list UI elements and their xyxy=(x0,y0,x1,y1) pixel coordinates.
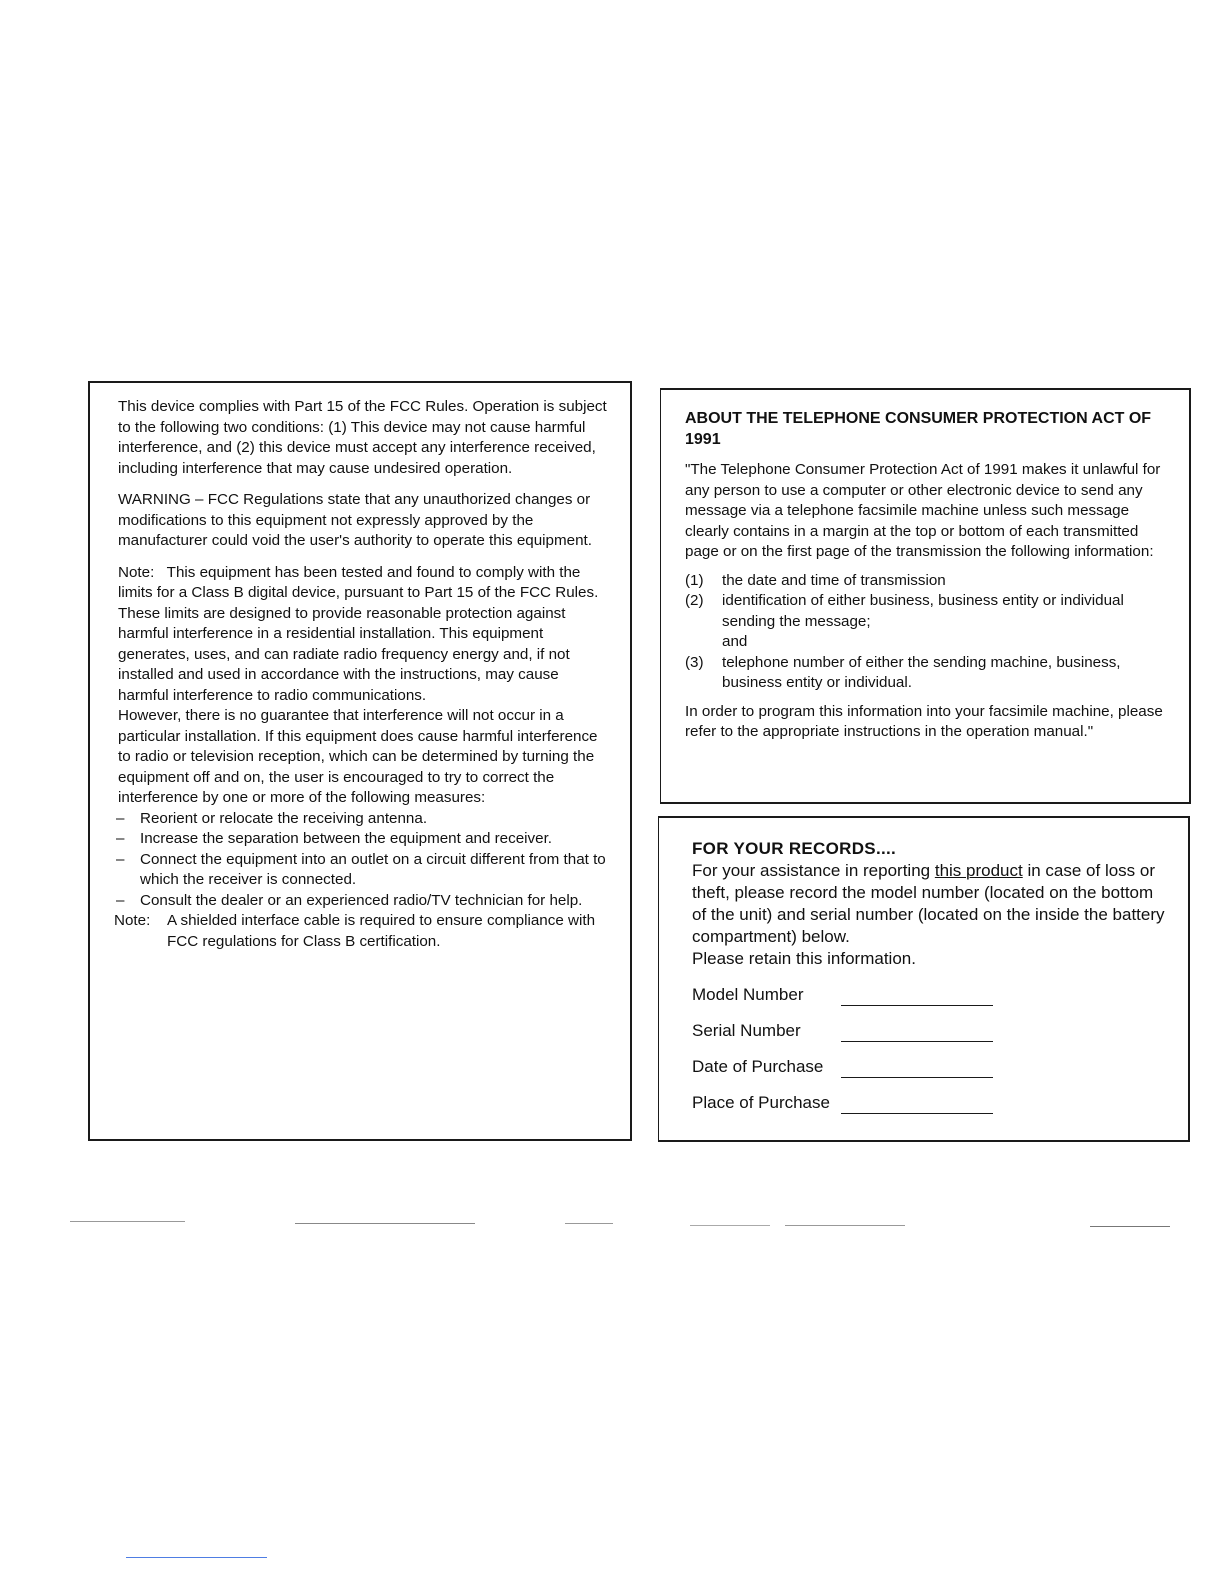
list-item xyxy=(685,653,1167,694)
list-number xyxy=(685,632,722,653)
list-number: (3) xyxy=(685,653,704,671)
scan-artifact-line xyxy=(690,1225,770,1226)
scan-artifact-line xyxy=(565,1223,613,1224)
scan-artifact-line xyxy=(70,1221,185,1222)
list-item: – Connect the equipment into an outlet on a circuit different from that to which the receiver is connected. xyxy=(118,850,610,891)
note-label: Note: xyxy=(114,912,151,929)
fcc-note-limits: Note: This equipment has been tested and found to comply with the limits for a Class B digital device, pursuant to Part 15 of the FCC Rules. xyxy=(118,563,599,601)
records-title: FOR YOUR RECORDS.... xyxy=(692,839,897,858)
fcc-warning: WARNING – FCC Regulations state that any unauthorized changes or modifications to this equipment not expressly approved by the manufacturer could void the user's authority to operate this equipment. xyxy=(118,491,592,549)
list-item xyxy=(685,632,1167,653)
place-of-purchase-field xyxy=(692,1092,1168,1114)
records-retain: Please retain this information. xyxy=(692,949,916,968)
list-item: – Increase the separation between the equipment and receiver. xyxy=(118,829,610,850)
scan-artifact-line xyxy=(785,1225,905,1226)
records-box xyxy=(658,816,1190,1142)
list-text: the date and time of transmission xyxy=(722,571,946,589)
field-label: Serial Number xyxy=(692,1021,801,1040)
field-label: Place of Purchase xyxy=(692,1093,830,1112)
serial-number-field xyxy=(692,1020,1168,1042)
tcpa-box xyxy=(660,388,1191,804)
date-of-purchase-field xyxy=(692,1056,1168,1078)
list-number: (2) xyxy=(685,592,704,609)
fcc-however-paragraph: However, there is no guarantee that interference will not occur in a particular installation. If this equipment does cause harmful interference to radio or television reception, which can be determined by turning the equipment off and on, the user is encouraged to try to correct the interference by one or more of the following measures: xyxy=(118,707,598,806)
records-text-underlined: this product xyxy=(934,861,1023,880)
scan-artifact-line xyxy=(126,1557,267,1558)
list-number: (1) xyxy=(685,571,704,589)
note-text: A shielded interface cable is required to ensure compliance with FCC regulations for Class B certification. xyxy=(167,912,596,950)
model-number-field xyxy=(692,984,1168,1006)
list-item: – Consult the dealer or an experienced radio/TV technician for help. xyxy=(118,891,610,912)
tcpa-title: ABOUT THE TELEPHONE CONSUMER PROTECTION ACT OF 1991 xyxy=(685,410,1152,448)
fcc-compliance-statement: This device complies with Part 15 of the FCC Rules. Operation is subject to the following two conditions: (1) This device may not cause harmful interference, and (2) this device must accept any interference received, including interference that may cause undesired operation. xyxy=(118,398,607,477)
field-blank-line xyxy=(841,1096,993,1114)
list-item: – Reorient or relocate the receiving antenna. xyxy=(118,809,610,830)
records-text-before: For your assistance in reporting xyxy=(692,861,935,880)
fcc-limits-paragraph: These limits are designed to provide reasonable protection against harmful interference in a residential installation. This equipment generates, uses, and can radiate radio frequency energy and, if not installed and used in accordance with the instructions, may cause harmful interference to radio communications. xyxy=(118,604,570,704)
tcpa-info-list xyxy=(685,571,1167,694)
list-item xyxy=(685,571,1167,592)
list-text: identification of either business, business entity or individual sending the message; xyxy=(722,592,1124,630)
records-text-after: in case of loss or theft, please record the model number (located on the bottom of the unit) and serial number (located on the inside the battery compartment) below. xyxy=(692,861,1165,946)
list-item xyxy=(685,591,1167,632)
tcpa-intro: "The Telephone Consumer Protection Act of 1991 makes it unlawful for any person to use a computer or other electronic device to send any message via a telephone facsimile machine unless such message clearly contains in a margin at the top or bottom of each transmitted page or on the first page of the transmission the following information: xyxy=(685,461,1161,560)
scan-artifact-line xyxy=(295,1223,475,1224)
field-label: Date of Purchase xyxy=(692,1057,824,1076)
fcc-measures-list xyxy=(118,809,610,912)
list-text: and xyxy=(722,633,748,650)
scan-artifact-line xyxy=(1090,1226,1170,1227)
list-text: telephone number of either the sending machine, business, business entity or individual. xyxy=(722,653,1121,691)
fcc-cable-note xyxy=(114,911,610,952)
field-label: Model Number xyxy=(692,985,804,1004)
field-blank-line xyxy=(841,1024,993,1042)
field-blank-line xyxy=(841,1060,993,1078)
tcpa-closing: In order to program this information into your facsimile machine, please refer to the appropriate instructions in the operation manual." xyxy=(685,702,1163,740)
records-instructions xyxy=(692,860,1168,948)
field-blank-line xyxy=(841,988,993,1006)
fcc-compliance-box xyxy=(88,381,632,1141)
